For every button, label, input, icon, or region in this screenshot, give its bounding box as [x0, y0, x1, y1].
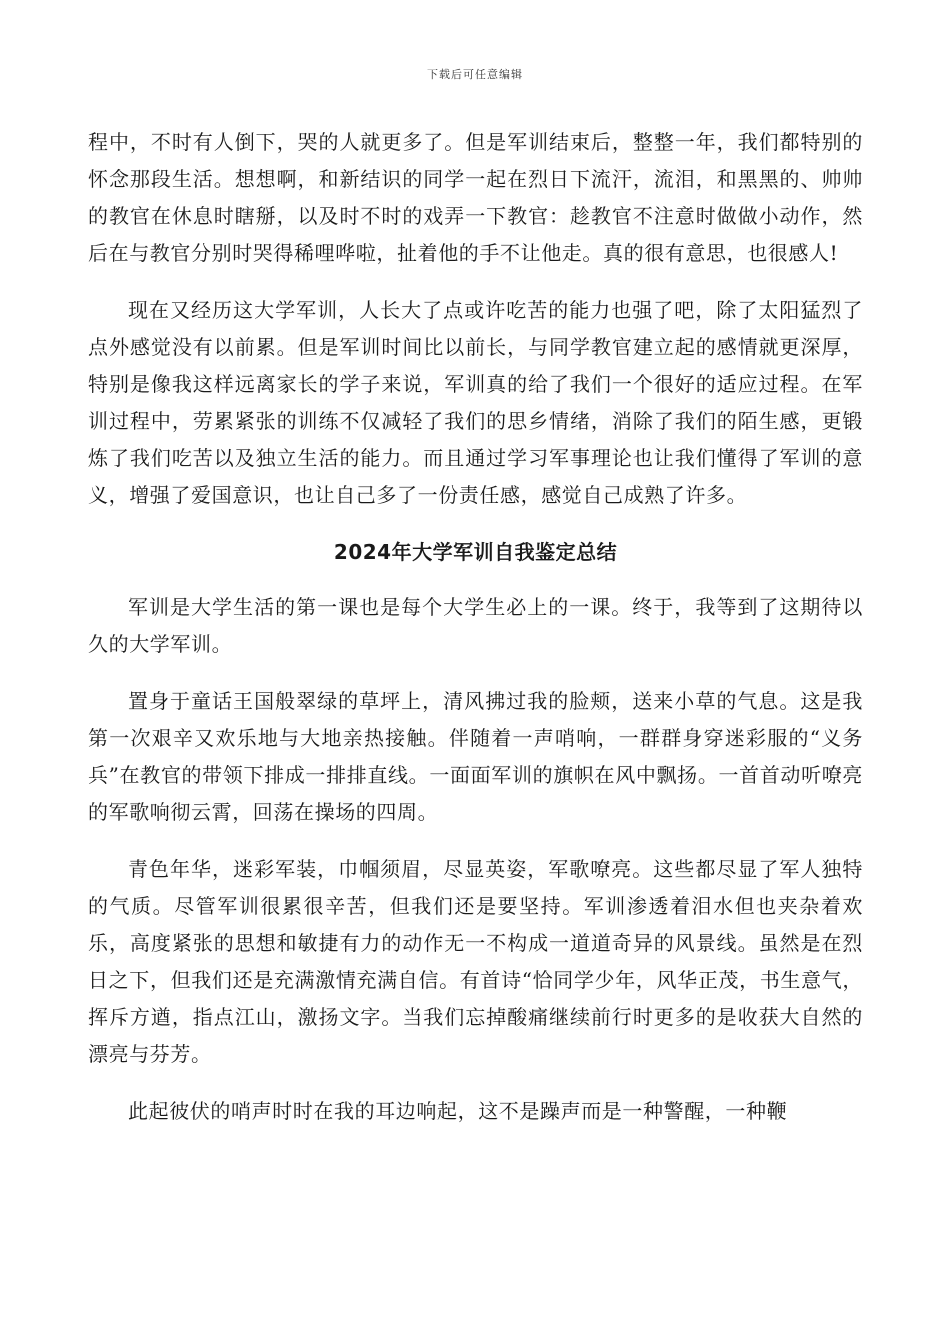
- page-header-note: 下载后可任意编辑: [427, 68, 523, 81]
- paragraph-continuation: 程中，不时有人倒下，哭的人就更多了。但是军训结束后，整整一年，我们都特别的怀念那段生活。想想啊，和新结识的同学一起在烈日下流汗，流泪，和黑黑的、帅帅的教官在休息时瞎掰，以及时不时的戏弄一下教官：趁教官不注意时做做小动作，然后在与教官分别时哭得稀哩哗啦，扯着他的手不让他走。真的很有意思，也很感人!: [88, 130, 863, 265]
- paragraph: 军训是大学生活的第一课也是每个大学生必上的一课。终于，我等到了这期待以久的大学军训。: [88, 595, 863, 656]
- paragraph: 青色年华，迷彩军装，巾帼须眉，尽显英姿，军歌嘹亮。这些都尽显了军人独特的气质。尽管军训很累很辛苦，但我们还是要坚持。军训渗透着泪水但也夹杂着欢乐，高度紧张的思想和敏捷有力的动作无一不构成一道道奇异的风景线。虽然是在烈日之下，但我们还是充满激情充满自信。有首诗“恰同学少年，风华正茂，书生意气，挥斥方遒，指点江山，激扬文字。当我们忘掉酸痛继续前行时更多的是收获大自然的漂亮与芬芳。: [88, 857, 863, 1066]
- paragraph: 置身于童话王国般翠绿的草坪上，清风拂过我的脸颊，送来小草的气息。这是我第一次艰辛又欢乐地与大地亲热接触。伴随着一声哨响，一群群身穿迷彩服的“义务兵”在教官的带领下排成一排排直线。一面面军训的旗帜在风中飘扬。一首首动听嘹亮的军歌响彻云霄，回荡在操场的四周。: [88, 689, 863, 824]
- section-title: 2024年大学军训自我鉴定总结: [333, 540, 618, 564]
- paragraph: 此起彼伏的哨声时时在我的耳边响起，这不是躁声而是一种警醒，一种鞭: [128, 1099, 788, 1123]
- paragraph: 现在又经历这大学军训，人长大了点或许吃苦的能力也强了吧，除了太阳猛烈了点外感觉没有以前累。但是军训时间比以前长，与同学教官建立起的感情就更深厚，特别是像我这样远离家长的学子来说，军训真的给了我们一个很好的适应过程。在军训过程中，劳累紧张的训练不仅减轻了我们的思乡情绪，消除了我们的陌生感，更锻炼了我们吃苦以及独立生活的能力。而且通过学习军事理论也让我们懂得了军训的意义，增强了爱国意识，也让自己多了一份责任感，感觉自己成熟了许多。: [88, 298, 863, 507]
- document-body: [88, 124, 863, 1150]
